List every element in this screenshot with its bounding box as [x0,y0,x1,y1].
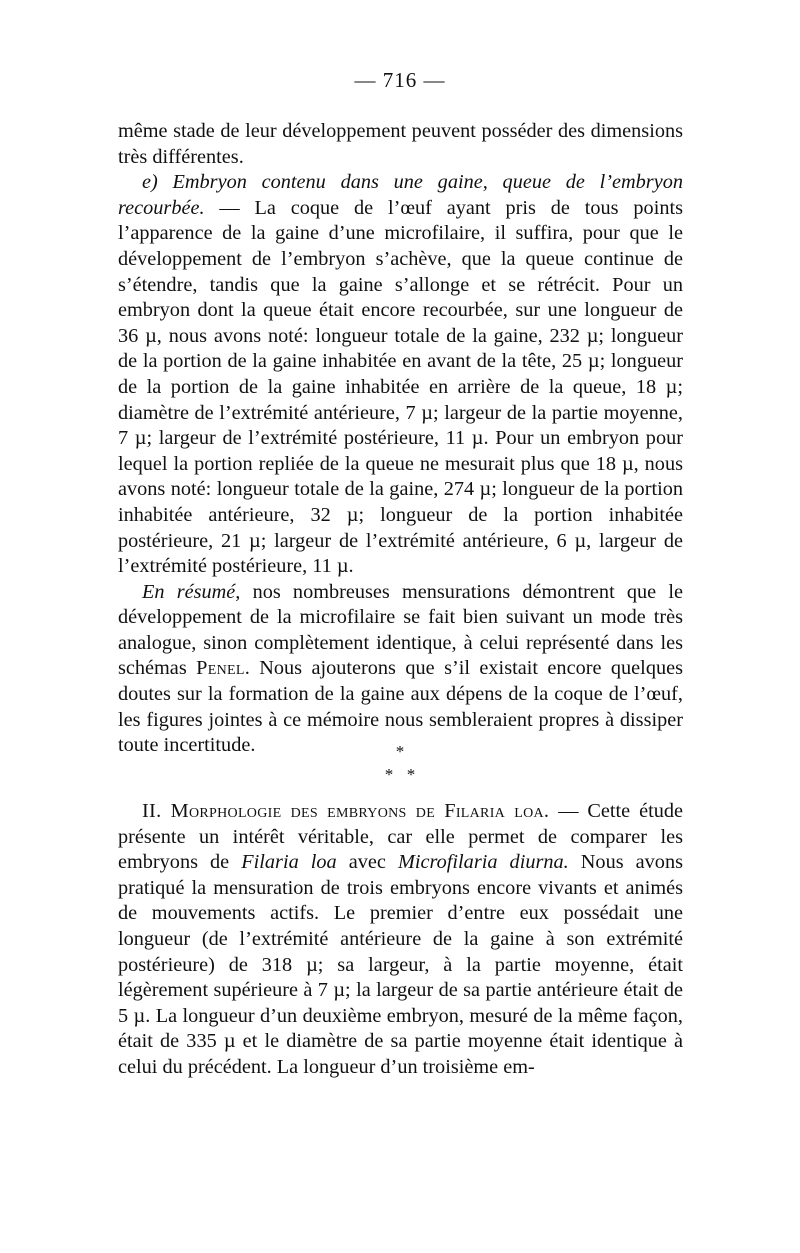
section-heading-e: e) Embryon contenu dans une gaine, queue de l’embryon recourbée. [118,171,683,219]
paragraph-resume [118,580,683,759]
text-block-lower [118,799,683,1081]
paragraph-morphologie [118,799,683,1081]
paragraph-continuation: même stade de leur développement peuvent posséder des dimensions très différentes. [118,120,683,168]
resume-lead: En résumé, [142,580,241,603]
page-number: — 716 — [354,68,446,92]
morphologie-body-c: Nous avons pratiqué la mensuration de trois embryons encore vivants et animés de mouvements actifs. Le premier d’entre eux possédait une longueur (de l’extrémité antérieure de la gaine à son extrémité postérieure) de 318 µ; sa largeur, à la partie moyenne, était légèrement supérieure à 7 µ; la largeur de sa partie antérieure était de 5 µ. La longueur d’un deuxième embryon, mesuré de la même façon, était de 335 µ et le diamètre de sa partie moyenne était identique à celui du précédent. La longueur d’un troisième em- [118,851,683,1078]
morphologie-body-b: avec [336,851,398,874]
morphologie-body-a: — Cette étude présente un intérêt véritable, car elle permet de comparer les embryons de [118,800,683,874]
text-block-upper [118,119,683,759]
resume-body-b: . Nous ajouterons que s’il existait encore quelques doutes sur la formation de la gaine aux dépens de la coque de l’œuf, les figures jointes à ce mémoire nous sembleraient propres à dissiper toute incertitude. [118,657,683,757]
species-filaria-loa: Filaria loa [241,851,337,874]
paragraph-embryon-recourbe [118,170,683,580]
asterisk: * [395,742,405,761]
asterisk: * [384,765,394,784]
section-separator-top [0,743,800,761]
species-microfilaria-diurna: Microfilaria diurna. [397,851,569,874]
resume-body-a: nos nombreuses mensurations démontrent que le développement de la microfilaire se fait bien suivant un mode très analogue, sinon complètement identique, à celui représenté dans les schémas [118,580,683,680]
paragraph-body: — La coque de l’œuf ayant pris de tous points l’apparence de la gaine d’une microfilaire, il suffira, pour que le développement de l’embryon s’achève, que la queue continue de s’étendre, tandis que la gaine s’allonge et se rétrécit. Pour un embryon dont la queue était encore recourbée, sur une longueur de 36 µ, nous avons noté: longueur totale de la gaine, 232 µ; longueur de la portion de la gaine inhabitée en avant de la tête, 25 µ; longueur de la portion de la gaine inhabitée en arrière de la queue, 18 µ; diamètre de l’extrémité antérieure, 7 µ; largeur de la partie moyenne, 7 µ; largeur de l’extrémité postérieure, 11 µ. Pour un embryon pour lequel la portion repliée de la queue ne mesurait plus que 18 µ, nous avons noté: longueur totale de la gaine, 274 µ; longueur de la portion inhabitée antérieure, 32 µ; longueur de la portion inhabitée postérieure, 21 µ; largeur de l’extrémité antérieure, 6 µ, largeur de l’extrémité postérieure, 11 µ. [118,196,683,578]
author-name: Penel [196,657,245,680]
section-heading-ii: II. Morphologie des embryons de Filaria loa. [142,800,550,822]
asterisk: * [406,765,416,784]
section-separator-bottom [0,766,800,784]
